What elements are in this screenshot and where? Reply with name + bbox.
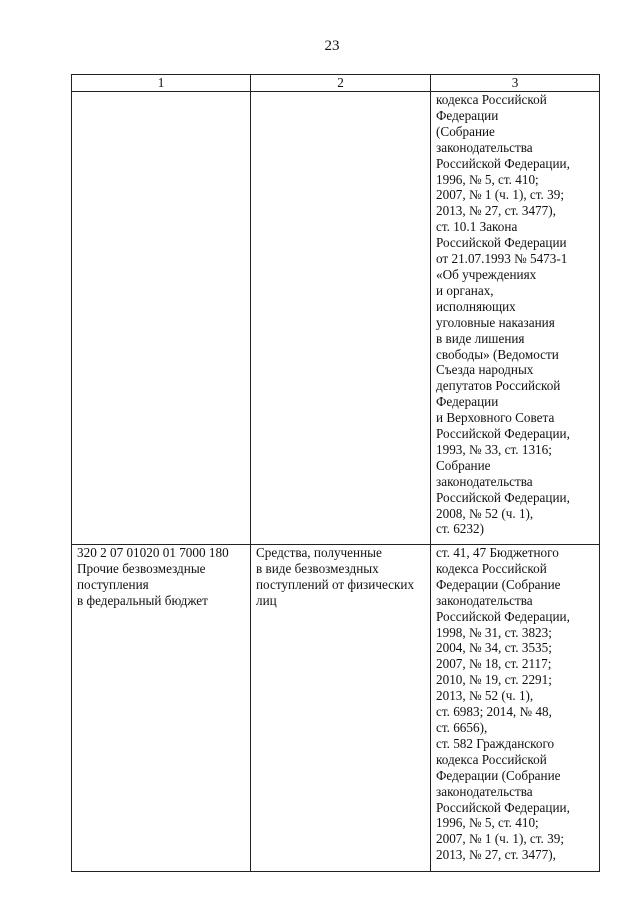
table-row — [72, 92, 600, 545]
cell-text-line: уголовные наказания — [436, 314, 555, 330]
page-number: 23 — [324, 38, 340, 54]
cell-text-line: законодательства — [436, 783, 533, 799]
cell-text-line: Собрание — [436, 457, 491, 473]
cell-text-line: 2013, № 52 (ч. 1), — [436, 688, 534, 704]
cell-text-line: кодекса Российской — [436, 560, 547, 576]
cell-text-line: депутатов Российской — [436, 378, 561, 394]
cell-text-line: законодательства — [436, 473, 533, 489]
cell-text-line: 2007, № 1 (ч. 1), ст. 39; — [436, 187, 565, 203]
table-row — [72, 545, 600, 872]
cell-text-line: Российской Федерации, — [436, 426, 570, 442]
cell-text-line: исполняющих — [436, 298, 516, 314]
cell-text-line: законодательства — [436, 592, 533, 608]
cell-text-line: от 21.07.1993 № 5473-1 — [436, 251, 568, 267]
legal-basis-table — [71, 74, 600, 872]
column-header-1: 1 — [72, 75, 251, 92]
cell-text-line: Федерации (Собрание — [436, 767, 561, 783]
table-header-row — [72, 75, 600, 92]
column-header-3: 3 — [431, 75, 600, 92]
cell-text-line: 1993, № 33, ст. 1316; — [436, 441, 552, 457]
cell-text-line: и Верховного Совета — [436, 410, 555, 426]
cell-text-line: Федерации — [436, 107, 499, 123]
cell-text-line: ст. 582 Гражданского — [436, 735, 555, 751]
cell-text-line: ст. 6656), — [436, 719, 488, 735]
cell-text-line: 2013, № 27, ст. 3477), — [436, 203, 556, 219]
cell-text-line: в виде лишения — [436, 330, 525, 346]
cell-text-line: Российской Федерации, — [436, 155, 570, 171]
cell-text-line: ст. 10.1 Закона — [436, 219, 518, 235]
cell-text-line: 1996, № 5, ст. 410; — [436, 815, 539, 831]
table-cell-col1 — [72, 545, 251, 872]
cell-text-line: поступлений от физических — [256, 576, 415, 592]
cell-text-line: законодательства — [436, 139, 533, 155]
cell-text-line: свободы» (Ведомости — [436, 346, 559, 362]
cell-text-line: Средства, полученные — [256, 545, 382, 560]
table-cell-col1 — [72, 92, 251, 545]
cell-text-line: 2004, № 34, ст. 3535; — [436, 640, 552, 656]
cell-text-line: 1998, № 31, ст. 3823; — [436, 624, 552, 640]
cell-text-line: ст. 6983; 2014, № 48, — [436, 704, 552, 720]
cell-text-line: кодекса Российской — [436, 92, 547, 107]
cell-text-line: (Собрание — [436, 123, 495, 139]
cell-text-line: поступления — [77, 576, 149, 592]
cell-text-line: Российской Федерации, — [436, 489, 570, 505]
column-header-2: 2 — [251, 75, 431, 92]
cell-text-line: 2007, № 1 (ч. 1), ст. 39; — [436, 831, 565, 847]
table-cell-col2 — [251, 545, 431, 872]
table-cell-col3 — [431, 545, 600, 872]
cell-text-line: Российской Федерации, — [436, 608, 570, 624]
cell-text-line: Федерации — [436, 394, 499, 410]
cell-text-line: лиц — [256, 592, 277, 608]
cell-text-line: 2008, № 52 (ч. 1), — [436, 505, 534, 521]
cell-text-line: 2013, № 27, ст. 3477), — [436, 847, 556, 863]
cell-text-line: в федеральный бюджет — [77, 592, 208, 608]
cell-text-line: ст. 6232) — [436, 521, 484, 537]
cell-text-line: и органах, — [436, 282, 494, 298]
cell-text-line: «Об учреждениях — [436, 266, 537, 282]
cell-text-line: 320 2 07 01020 01 7000 180 — [77, 545, 229, 560]
cell-text-line: в виде безвозмездных — [256, 560, 379, 576]
table-cell-col3 — [431, 92, 600, 545]
cell-text-line: 2007, № 18, ст. 2117; — [436, 656, 552, 672]
cell-text-line: Прочие безвозмездные — [77, 560, 206, 576]
cell-text-line: 2010, № 19, ст. 2291; — [436, 672, 552, 688]
cell-text-line: Российской Федерации — [436, 235, 567, 251]
table-cell-col2 — [251, 92, 431, 545]
cell-text-line: ст. 41, 47 Бюджетного — [436, 545, 559, 560]
cell-text-line: Российской Федерации, — [436, 799, 570, 815]
cell-text-line: Федерации (Собрание — [436, 576, 561, 592]
cell-text-line: 1996, № 5, ст. 410; — [436, 171, 539, 187]
cell-text-line: Съезда народных — [436, 362, 534, 378]
cell-text-line: кодекса Российской — [436, 751, 547, 767]
